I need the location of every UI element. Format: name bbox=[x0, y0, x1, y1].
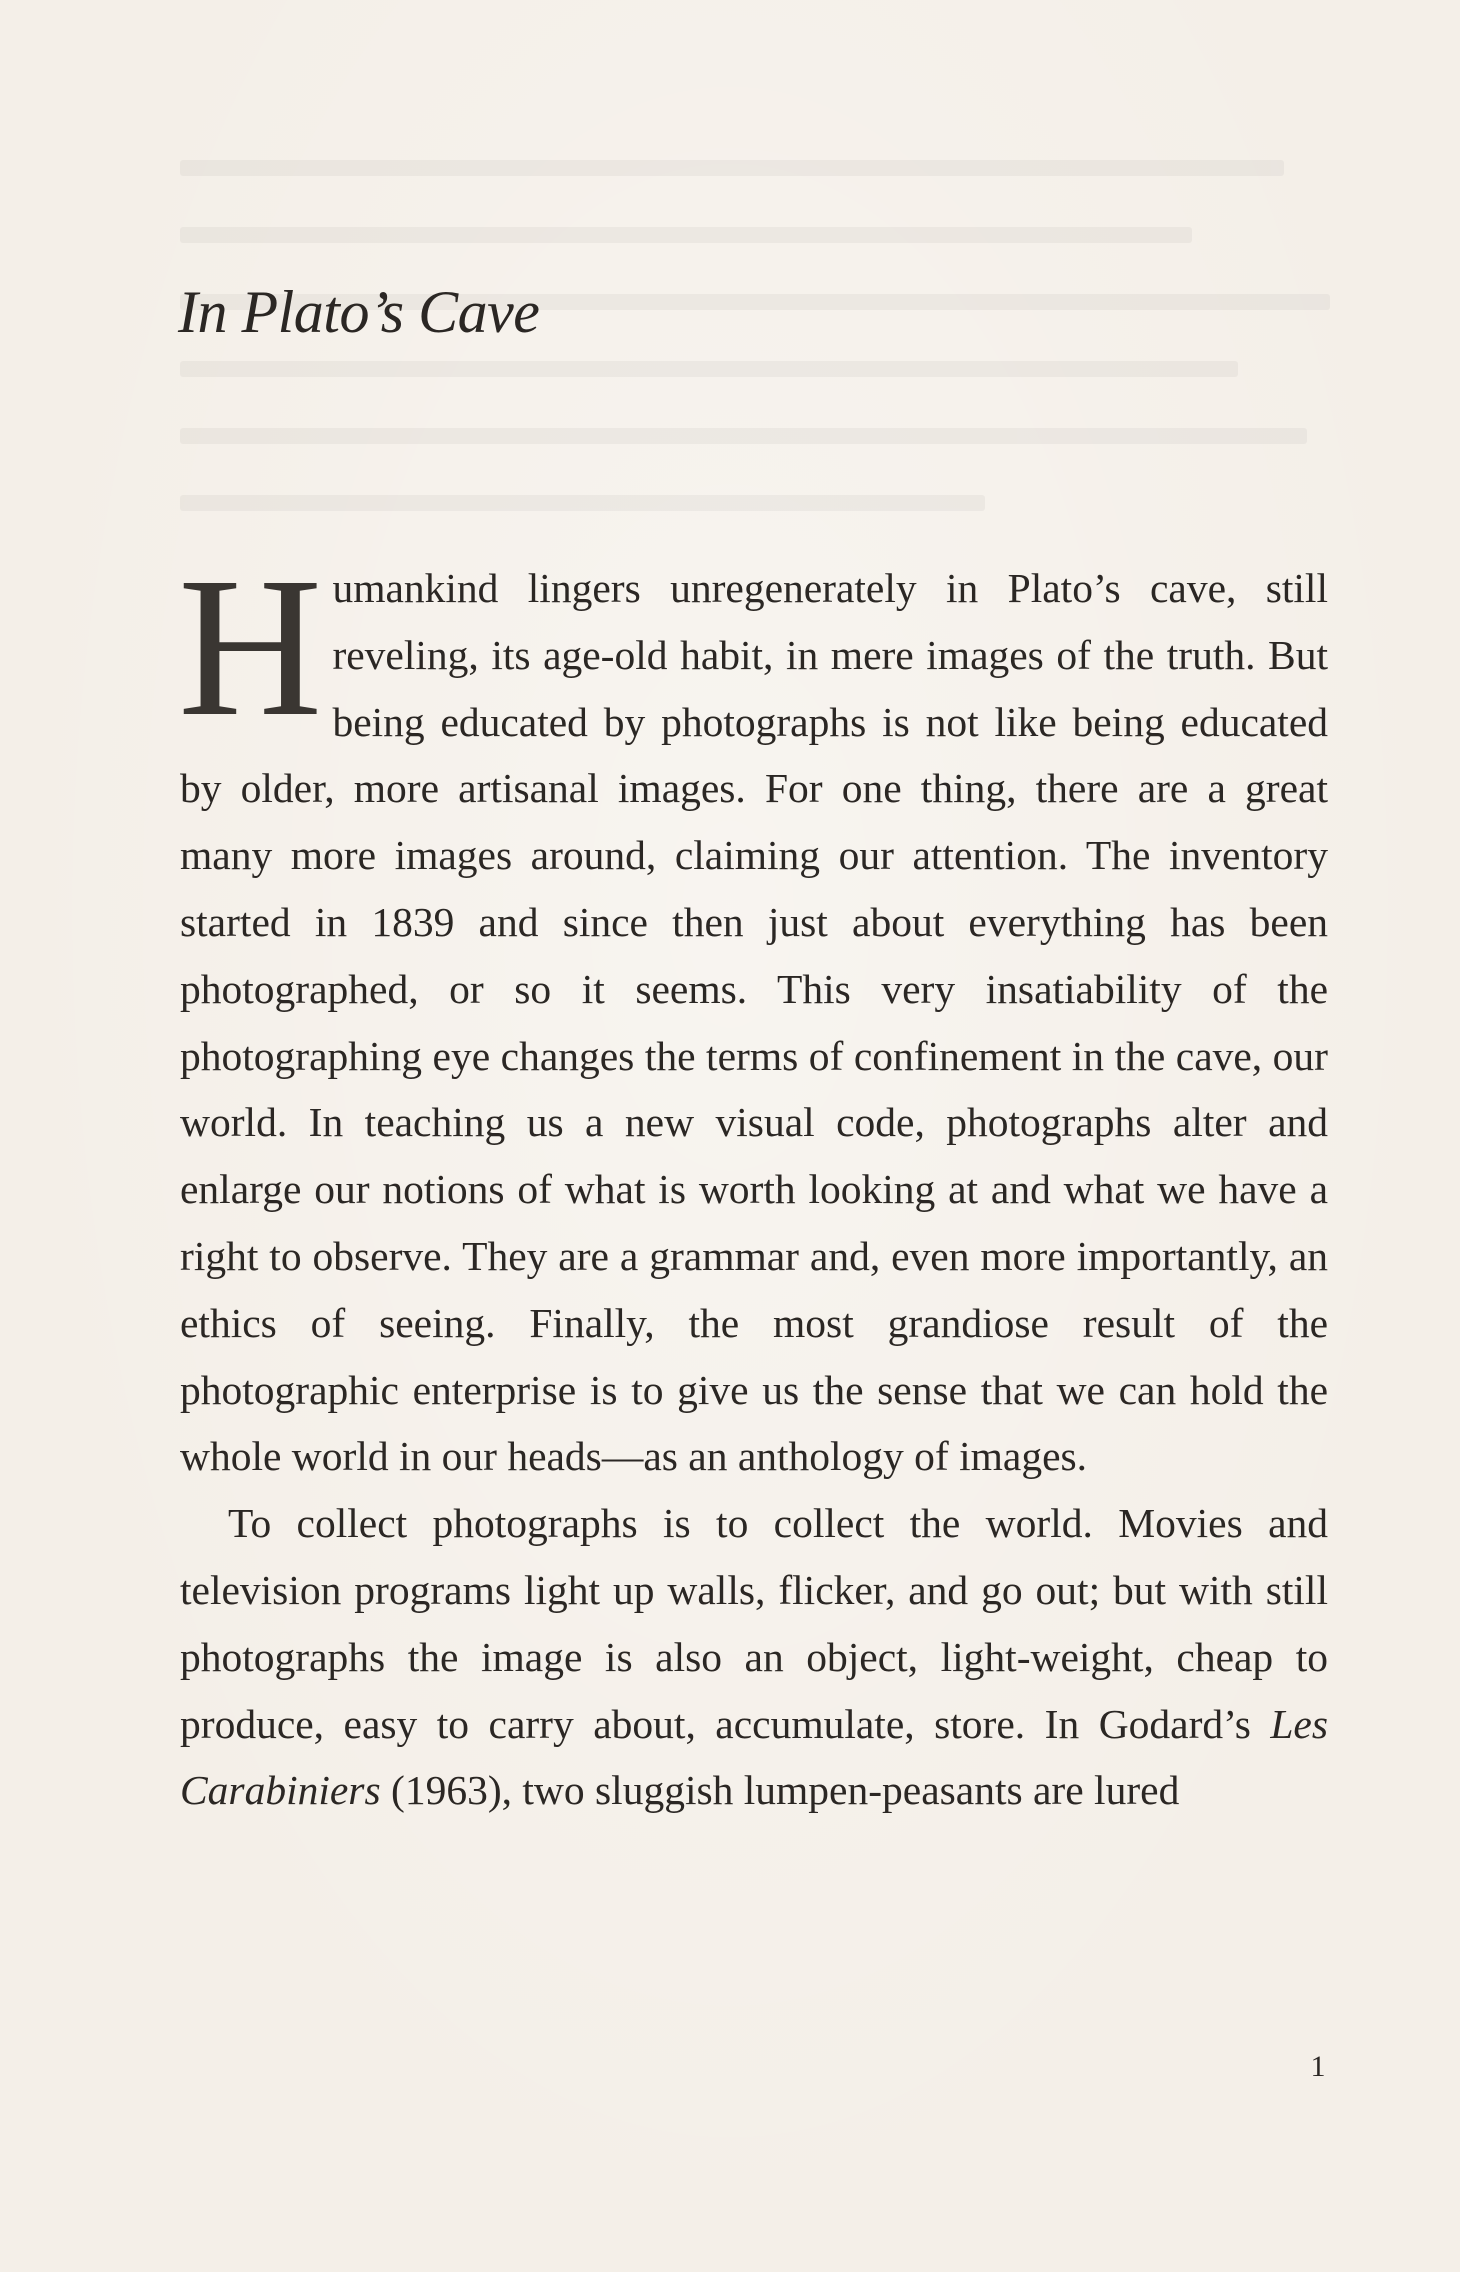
drop-cap: H bbox=[178, 537, 323, 758]
paragraph-first-text: umankind lingers unregenerately in Plato’s cave, still reveling, its age-old habit, in mere images of the truth. But being educated by photographs is not like being educated by older, more artisanal images. For one thing, there are a great many more images around, claiming our attention. The inventory started in 1839 and since then just about everything has been photographed, or so it seems. This very insatiability of the photographing eye changes the terms of confinement in the cave, our world. In teaching us a new visual code, photographs alter and enlarge our notions of what is worth looking at and what we have a right to observe. They are a grammar and, even more importantly, an ethics of seeing. Finally, the most grandiose result of the photographic enterprise is to give us the sense that we can hold the whole world in our heads—as an anthology of images. bbox=[180, 565, 1328, 1480]
page-number: 1 bbox=[1310, 2050, 1326, 2083]
film-title: Les Carabiniers bbox=[180, 1700, 1328, 1814]
paragraph-second-text-end: (1963), two sluggish lumpen-peasants are lured bbox=[391, 1767, 1180, 1814]
body-text bbox=[178, 537, 1328, 1824]
paragraph-first bbox=[178, 537, 1328, 1490]
chapter-title: In Plato’s Cave bbox=[178, 279, 540, 345]
paragraph-second-text-start: To collect photographs is to collect the world. Movies and television programs light up walls, flicker, and go out; but with still photographs the image is also an object, light-weight, cheap to produce, easy to carry about, accumulate, store. In Godard’s bbox=[180, 1500, 1328, 1747]
paragraph-second bbox=[180, 1490, 1328, 1824]
show-through-texture bbox=[180, 160, 1330, 620]
